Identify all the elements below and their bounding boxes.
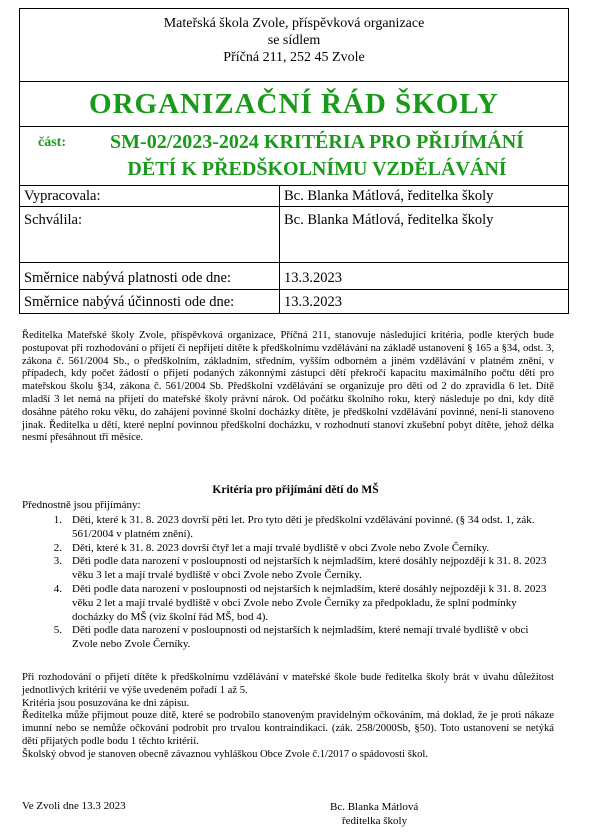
- criteria-text: Děti podle data narození v posloupnosti od nejstarších k nejmladším, které dosáhly nejpozději k 31. 8. 2023 věku 3 let a mají trvalé bydliště v obci Zvole nebo Zvole Černíky.: [72, 555, 547, 582]
- meta-label-approved-by: Schválila:: [20, 207, 280, 263]
- part-label: část:: [38, 135, 66, 150]
- closing-paragraph-district: Školský obvod je stanoven obecně závaznou vyhláškou Obce Zvole č.1/2017 o spádovosti škol.: [22, 748, 429, 760]
- list-item: [22, 514, 554, 542]
- criteria-text: Děti podle data narození v posloupnosti od nejstarších k nejmladším, které nemají trvalé bydliště v obci Zvole nebo Zvole Černíky.: [72, 624, 529, 651]
- organization-block: [20, 9, 569, 82]
- meta-row: [20, 207, 569, 263]
- organization-address: Příčná 211, 252 45 Zvole: [223, 50, 365, 65]
- criteria-number: 1.: [53, 514, 62, 526]
- meta-row: [20, 263, 569, 290]
- criteria-text: Děti, které k 31. 8. 2023 dovrší čtyř let a mají trvalé bydliště v obci Zvole nebo Zvole Černíky.: [72, 541, 490, 554]
- signature-place-date: Ve Zvoli dne 13.3 2023: [22, 800, 126, 812]
- closing-paragraph-vaccination: Ředitelka může přijmout pouze dítě, které se podrobilo stanoveným pravidelným očkováním, má doklad, že je proti nákaze imunní nebo se nemůže očkování podrobit pro trvalou kontraindikaci. (zák. 258/2000Sb, §50). Toto ustanovení se netýká dětí přijatých podle bodu 1 těchto kritérií.: [22, 710, 554, 747]
- meta-value-effective-date: 13.3.2023: [280, 290, 569, 314]
- meta-row: [20, 290, 569, 314]
- criteria-number: 2.: [53, 541, 62, 554]
- closing-section: [22, 672, 554, 762]
- signature-role: ředitelka školy: [342, 815, 408, 827]
- list-item: [22, 624, 554, 652]
- organization-name: Mateřská škola Zvole, příspěvková organizace: [163, 16, 425, 31]
- criteria-number: 4.: [53, 582, 62, 595]
- document-header-table: [19, 8, 569, 314]
- list-item: [22, 583, 554, 624]
- meta-value-prepared-by: Bc. Blanka Mátlová, ředitelka školy: [280, 186, 569, 207]
- meta-label-prepared-by: Vypracovala:: [20, 186, 280, 207]
- criteria-text: Děti podle data narození v posloupnosti od nejstarších k nejmladším, které dosáhly nejpozději k 31. 8. 2023 věku 2 let a mají trvalé bydliště v obci Zvole nebo Zvole Černíky za předpokladu, že splní podmínky docházky do MŠ (viz školní řád MŠ, bod 4).: [72, 582, 547, 623]
- criteria-text: Děti, které k 31. 8. 2023 dovrší pěti let. Pro tyto děti je předškolní vzdělávání povinné. (§ 34 odst. 1, zák. 561/2004 v platném znění).: [72, 514, 535, 540]
- part-title: [82, 129, 552, 183]
- document-title: ORGANIZAČNÍ ŘÁD ŠKOLY: [20, 82, 569, 127]
- meta-label-validity-date: Směrnice nabývá platnosti ode dne:: [20, 263, 280, 290]
- criteria-list: [22, 514, 554, 652]
- list-item: [22, 542, 554, 556]
- signature-name: Bc. Blanka Mátlová: [330, 801, 419, 813]
- list-item: [22, 555, 554, 583]
- criteria-heading: Kritéria pro přijímání dětí do MŠ: [212, 484, 379, 496]
- part-title-line1: SM-02/2023-2024 KRITÉRIA PRO PŘIJÍMÁNÍ: [110, 131, 524, 153]
- document-part-block: [20, 127, 569, 186]
- closing-paragraph-order: Při rozhodování o přijetí dítěte k předškolnímu vzdělávání v mateřské škole bude ředitelka školy brát v úvahu důležitost jednotlivých kritérií ve výše uvedeném pořadí 1 až 5.: [22, 672, 554, 696]
- organization-seat-label: se sídlem: [267, 33, 321, 48]
- meta-value-approved-by: Bc. Blanka Mátlová, ředitelka školy: [280, 207, 569, 263]
- meta-label-effective-date: Směrnice nabývá účinnosti ode dne:: [20, 290, 280, 314]
- closing-paragraph-date: Kritéria jsou posuzována ke dni zápisu.: [22, 697, 190, 709]
- meta-value-validity-date: 13.3.2023: [280, 263, 569, 290]
- intro-paragraph: Ředitelka Mateřské školy Zvole, příspěvková organizace, Příčná 211, stanovuje následující kritéria, podle kterých bude postupovat při rozhodování o přijetí či nepřijetí dítěte k předškolnímu vzdělávání na základě ustanovení § 165 a §34, odst. 3, zákona č. 561/2004 Sb., o předškolním, základním, středním, vyšším odborném a jiném vzdělávání v platném znění, v případech, kdy počet žádostí o přijetí podaných zákonnými zástupci dětí překročí kapacitu maximálního počtu dětí pro mateřskou školu §34, zákona č. 561/2004 Sb. Předškolní vzdělávání se organizuje pro děti od 2 do zpravidla 6 let. Dítě mladší 3 let nemá na přijetí do mateřské školy právní nárok. Od počátku školního roku, který následuje po dni, kdy dítě dosáhne pátého roku věku, do zahájení povinné školní docházky dítěte, je předškolní vzdělávání povinné, není-li stanoveno jinak. Ředitelka u dětí, které neplní povinnou předškolní docházku, v rozhodnutí stanoví zkušební pobyt dítěte, jehož délka nesmí přesáhnout tři měsíce.: [22, 330, 554, 444]
- criteria-number: 5.: [53, 624, 62, 637]
- meta-row: [20, 186, 569, 207]
- criteria-number: 3.: [53, 555, 62, 568]
- signature-block: [330, 800, 418, 828]
- part-title-line2: DĚTÍ K PŘEDŠKOLNÍMU VZDĚLÁVÁNÍ: [127, 158, 507, 180]
- criteria-intro: Přednostně jsou přijímány:: [22, 499, 141, 511]
